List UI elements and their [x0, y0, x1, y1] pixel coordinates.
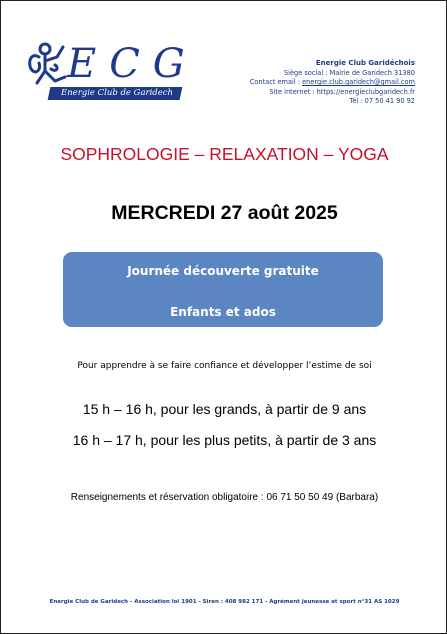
contact-email[interactable]: Contact email : energie.club.garidech@gmail.com — [249, 78, 415, 87]
email-link[interactable]: energie.club.garidech@gmail.com — [302, 78, 415, 87]
time-slot-older: 15 h – 16 h, pour les grands, à partir de 9 ans — [82, 401, 367, 417]
phone: Tél : 07 50 41 90 92 — [349, 97, 415, 106]
activities-heading: SOPHROLOGIE – RELAXATION – YOGA — [60, 144, 389, 164]
contact-block — [250, 59, 415, 107]
highlight-line-1: Journée découverte gratuite — [127, 264, 319, 278]
org-name: Energie Club Garidéchois — [315, 59, 415, 67]
ecg-logo — [23, 39, 198, 105]
seat-address: Siège social : Mairie de Garidech 31380 — [283, 68, 415, 77]
footer-legal: Energie Club de Garidech - Association loi 1901 - Siren : 408 982 171 - Agrément jeunesse et sport n°31 AS 1029 — [49, 599, 400, 605]
tagline: Pour apprendre à se faire confiance et développer l’estime de soi — [77, 361, 372, 371]
time-slot-younger: 16 h – 17 h, pour les plus petits, à partir de 3 ans — [72, 432, 377, 448]
highlight-box — [63, 252, 383, 327]
highlight-line-2: Enfants et ados — [170, 305, 276, 319]
logo-band-text: Energie Club de Garidech — [60, 88, 174, 98]
event-date: MERCREDI 27 août 2025 — [111, 202, 338, 224]
website[interactable]: Site internet : https://energieclubgaridech.fr — [269, 87, 415, 96]
logo-letters: ECG — [67, 41, 198, 87]
booking-info: Renseignements et réservation obligatoire : 06 71 50 50 49 (Barbara) — [70, 492, 379, 503]
